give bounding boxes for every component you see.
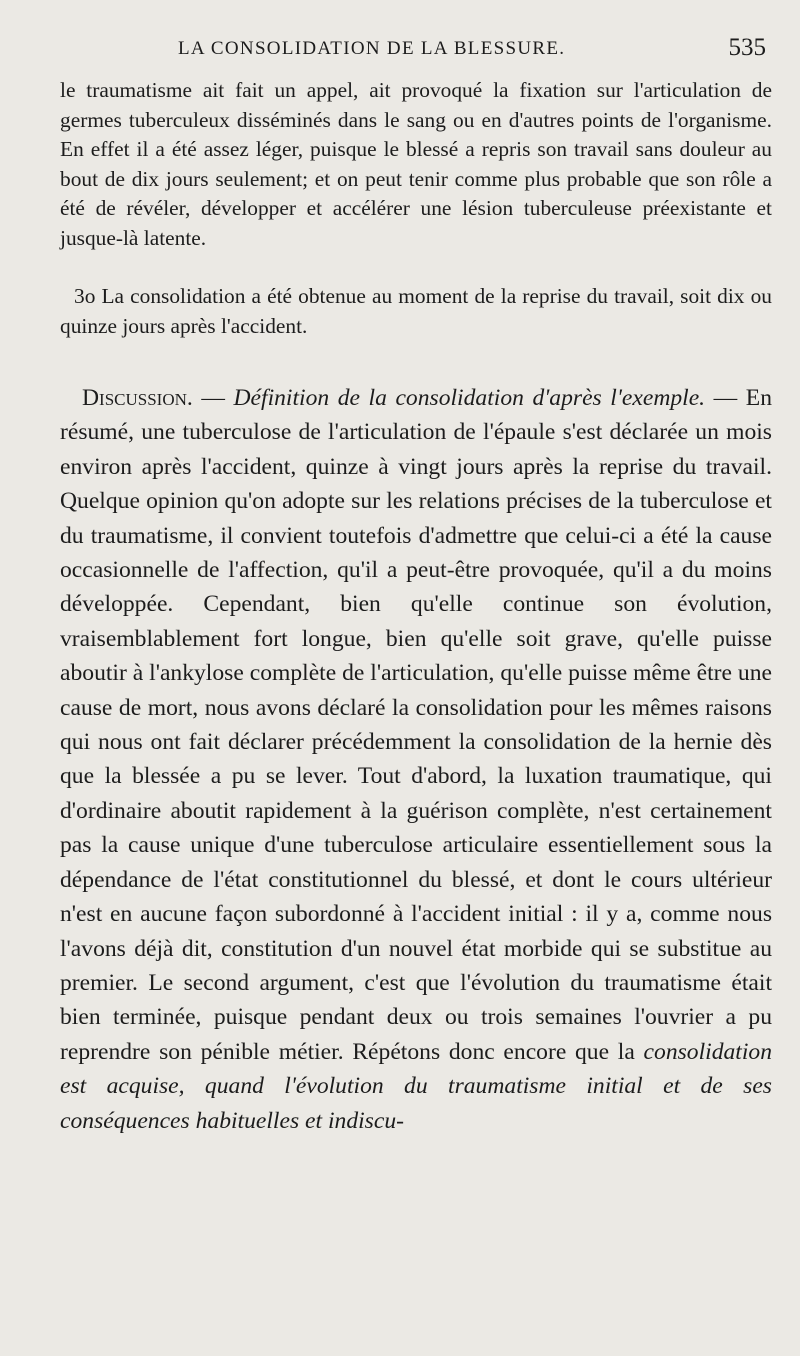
discussion-body: — En résumé, une tuberculose de l'articulation de l'épaule s'est déclarée un mois environ après l'accident, quinze à vingt jours après la reprise du travail. Quelque opinion qu'on adopte sur les relations précises de la tuberculose et du traumatisme, il convient toutefois d'admettre que celui-ci a été la cause occasionnelle de l'affection, qu'il a peut-être provoquée, qu'il a du moins développée. Cependant, bien qu'elle continue son évolution, vraisemblablement fort longue, bien qu'elle soit grave, qu'elle puisse aboutir à l'ankylose complète de l'articulation, qu'elle puisse même être une cause de mort, nous avons déclaré la consolidation pour les mêmes raisons qui nous ont fait déclarer précédemment la consolidation de la hernie dès que la blessée a pu se lever. Tout d'abord, la luxation traumatique, qui d'ordinaire aboutit rapidement à la guérison complète, n'est certainement pas la cause unique d'une tuberculose articulaire essentiellement sous la dépendance de l'état constitutionnel du blessé, et dont le cours ultérieur n'est en aucune façon subordonné à l'accident initial : il y a, comme nous l'avons déjà dit, constitution d'un nouvel état morbide qui se substitue au premier. Le second argument, c'est que l'évolution du traumatisme était bien terminée, puisque pendant deux ou trois semaines l'ouvrier a pu reprendre son pénible métier. Répétons donc encore que la <box>60 385 772 1065</box>
page-header <box>60 28 772 68</box>
running-title: LA CONSOLIDATION DE LA BLESSURE. <box>178 38 566 59</box>
paragraph-point-3: 3o La consolidation a été obtenue au moment de la reprise du travail, soit dix ou quinze jours après l'accident. <box>60 284 772 338</box>
page-number: 535 <box>728 34 766 61</box>
paragraph-continuation: le traumatisme ait fait un appel, ait provoqué la fixation sur l'articulation de germes tuberculeux disséminés dans le sang ou en d'autres points de l'organisme. En effet il a été assez léger, puisque le blessé a repris son travail sans douleur au bout de dix jours seulement; et on peut tenir comme plus probable que son rôle a été de révéler, développer et accélérer une lésion tuberculeuse préexistante et jusque-là latente. <box>60 78 772 250</box>
discussion-italic-conclusion: consolidation est acquise, quand l'évolution du traumatisme initial et de ses conséquences habituelles et indiscu- <box>60 1038 772 1134</box>
discussion-heading: Définition de la consolidation d'après l'exemple. <box>233 385 706 411</box>
discussion-dash: — <box>192 385 234 411</box>
discussion-label: Discussion. <box>82 385 193 411</box>
discussion-paragraph <box>60 381 772 1138</box>
